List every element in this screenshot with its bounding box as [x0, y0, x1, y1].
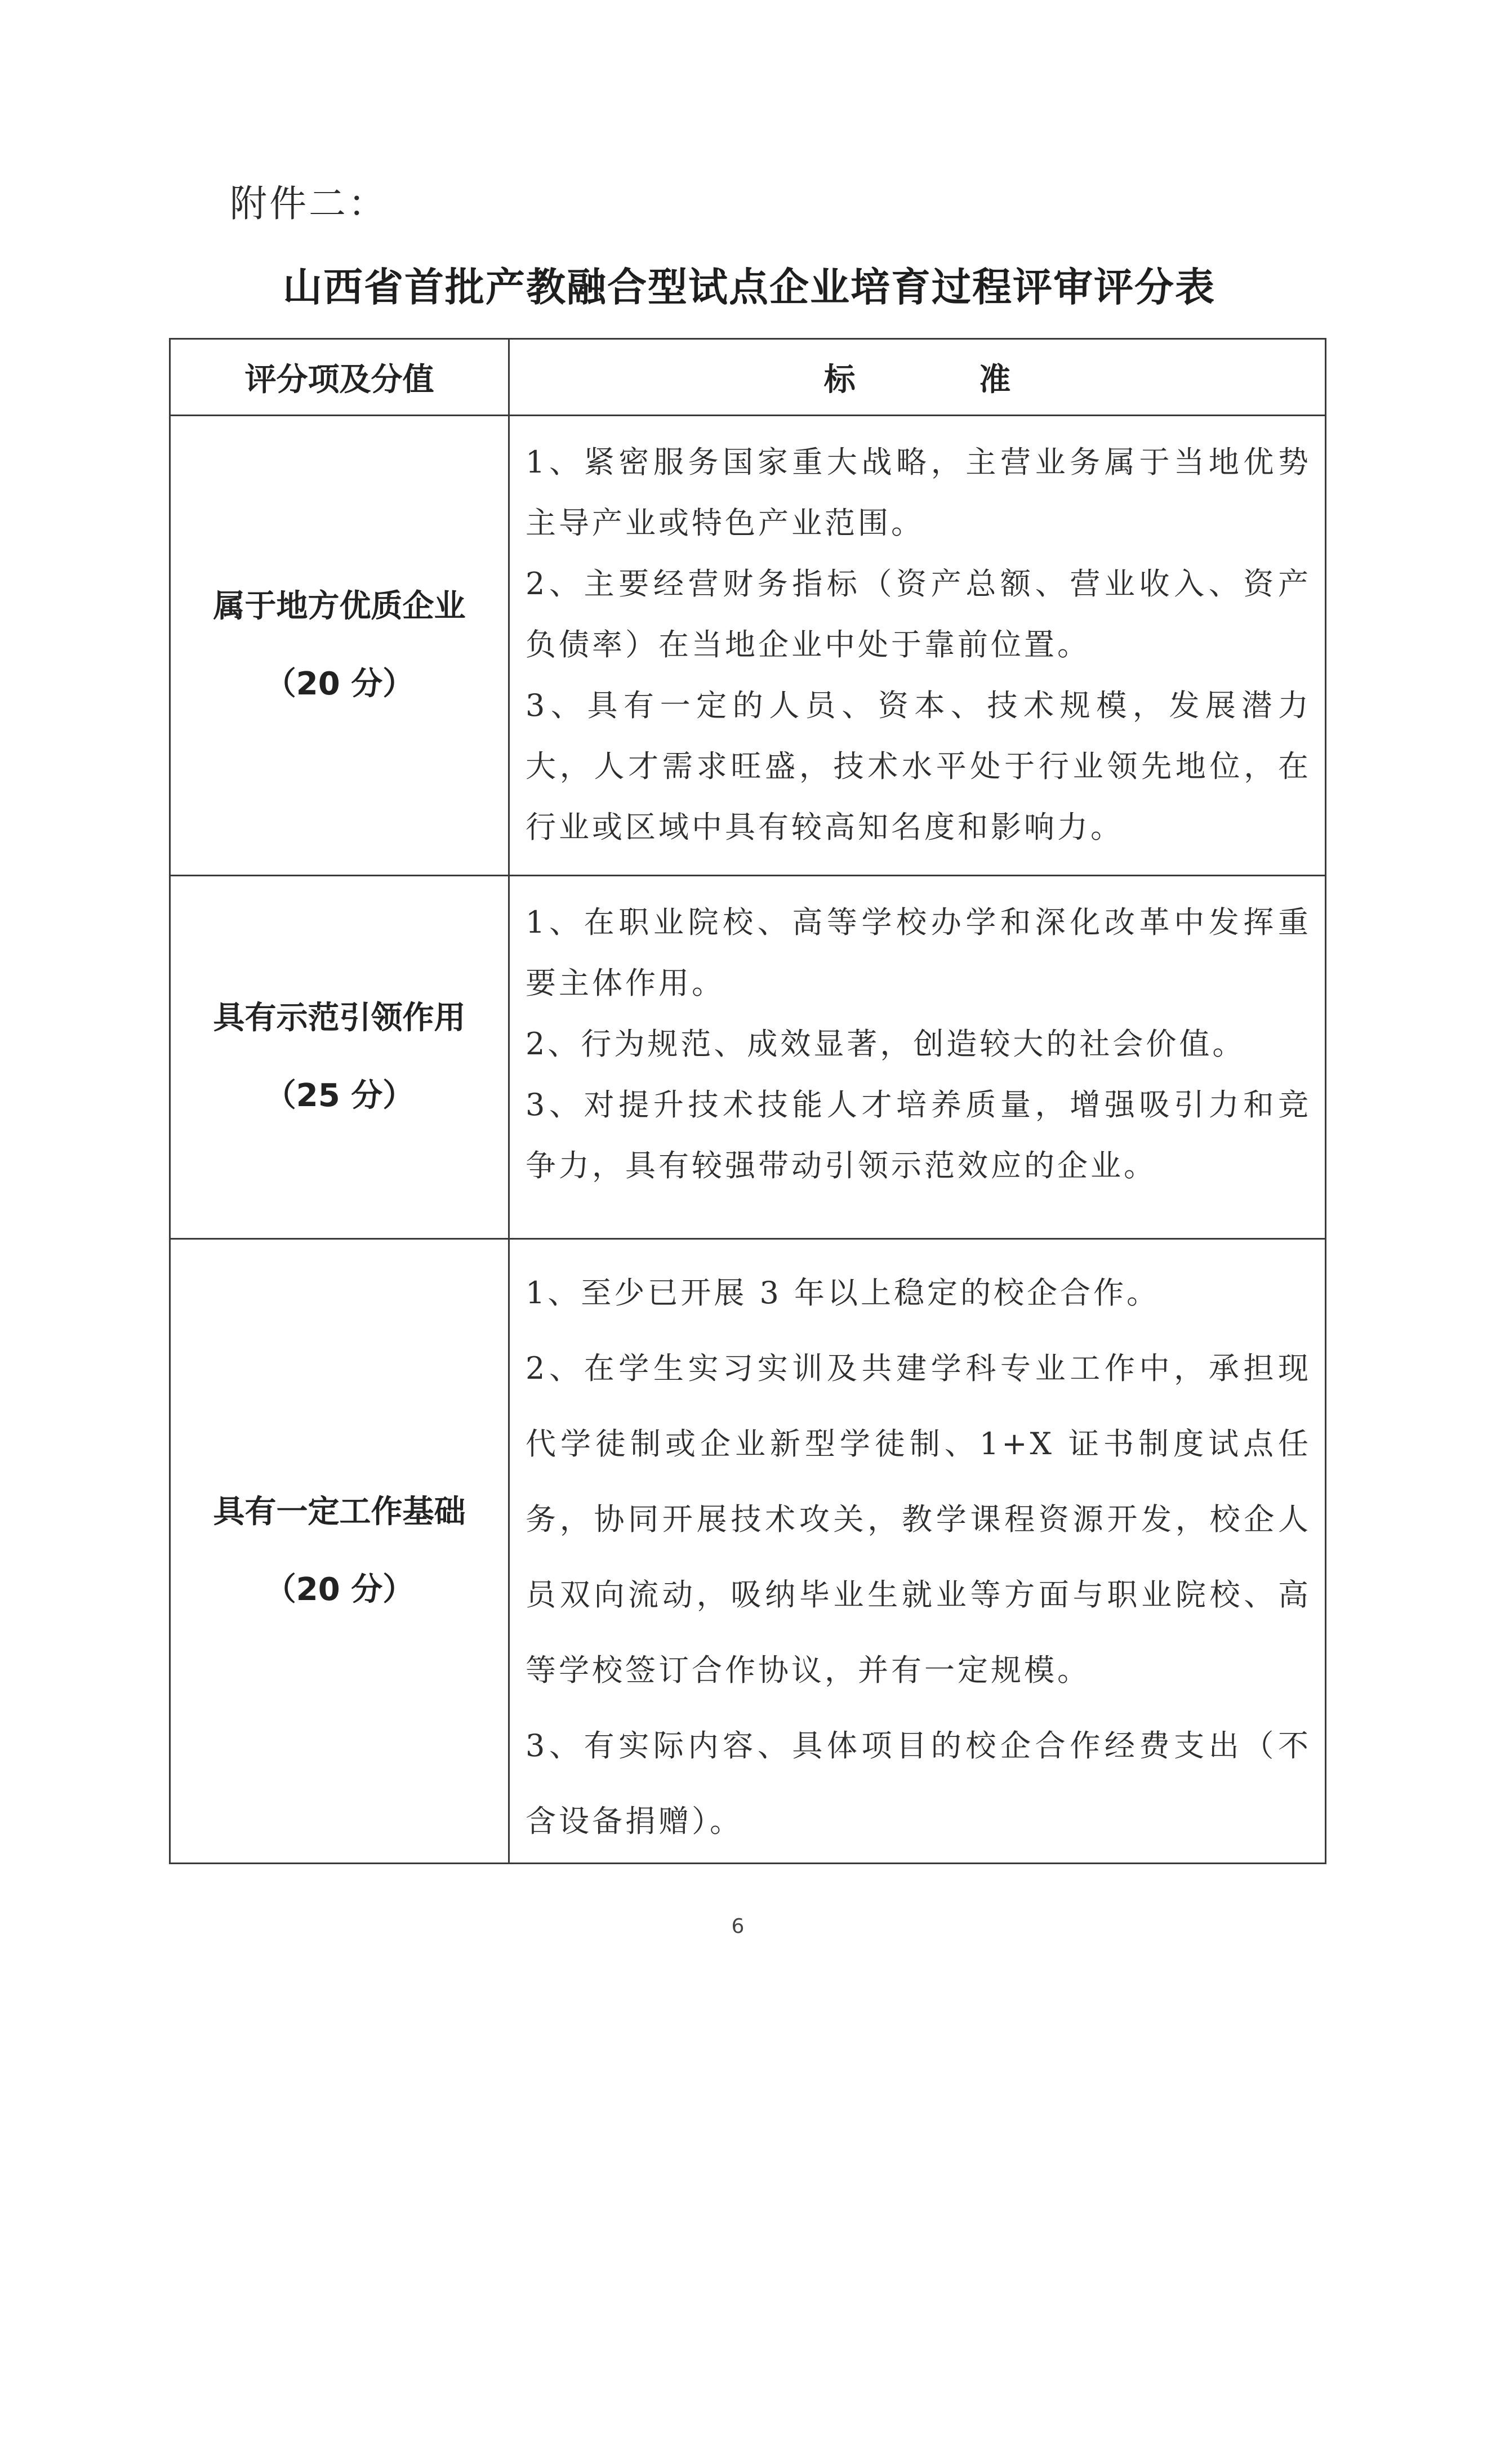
- criterion-text: 1、至少已开展 3 年以上稳定的校企合作。: [526, 1275, 1160, 1311]
- page-number: 6: [731, 1915, 745, 1938]
- header-standard: 标 准: [509, 339, 1326, 416]
- criterion-text: 3、对提升技术技能人才培养质量，增强吸引力和竞争力，具有较强带动引领示范效应的企业。: [526, 1087, 1311, 1183]
- scoring-item-cell: [170, 416, 509, 876]
- table-row: [170, 1239, 1326, 1864]
- criteria-cell: [509, 416, 1326, 876]
- criteria-cell: [509, 1239, 1326, 1864]
- scoring-item-name: 具有一定工作基础: [213, 1494, 466, 1530]
- scoring-item-cell: [170, 876, 509, 1239]
- header-scoring-item: 评分项及分值: [170, 339, 509, 416]
- criterion-text: 2、主要经营财务指标（资产总额、营业收入、资产负债率）在当地企业中处于靠前位置。: [526, 566, 1311, 662]
- scoring-item-name: 属于地方优质企业: [213, 588, 466, 625]
- scoring-item-cell: [170, 1239, 509, 1864]
- criteria-cell: [509, 876, 1326, 1239]
- criterion-text: 1、紧密服务国家重大战略，主营业务属于当地优势主导产业或特色产业范围。: [526, 444, 1311, 541]
- criterion-text: 3、有实际内容、具体项目的校企合作经费支出（不含设备捐赠）。: [526, 1728, 1311, 1839]
- scoring-table: [169, 338, 1326, 1864]
- document-title: 山西省首批产教融合型试点企业培育过程评审评分表: [283, 264, 1216, 310]
- criterion-text: 2、在学生实习实训及共建学科专业工作中，承担现代学徒制或企业新型学徒制、1+X 证书制度试点任务，协同开展技术攻关，教学课程资源开发，校企人员双向流动，吸纳毕业生就业等方面与职业院校、高等学校签订合作协议，并有一定规模。: [526, 1351, 1311, 1688]
- scoring-item-points: （20 分）: [264, 1571, 415, 1608]
- scoring-item-points: （25 分）: [264, 1077, 415, 1114]
- scoring-item-name: 具有示范引领作用: [213, 1000, 466, 1036]
- criterion-text: 1、在职业院校、高等学校办学和深化改革中发挥重要主体作用。: [526, 904, 1311, 1001]
- scoring-item-points: （20 分）: [264, 666, 415, 702]
- criterion-text: 2、行为规范、成效显著，创造较大的社会价值。: [526, 1026, 1246, 1062]
- table-row: [170, 416, 1326, 876]
- table-row: [170, 876, 1326, 1239]
- table-header-row: [170, 339, 1326, 416]
- attachment-label: 附件二：: [230, 182, 388, 225]
- criterion-text: 3、具有一定的人员、资本、技术规模，发展潜力大，人才需求旺盛，技术水平处于行业领先地位，在行业或区域中具有较高知名度和影响力。: [526, 688, 1311, 845]
